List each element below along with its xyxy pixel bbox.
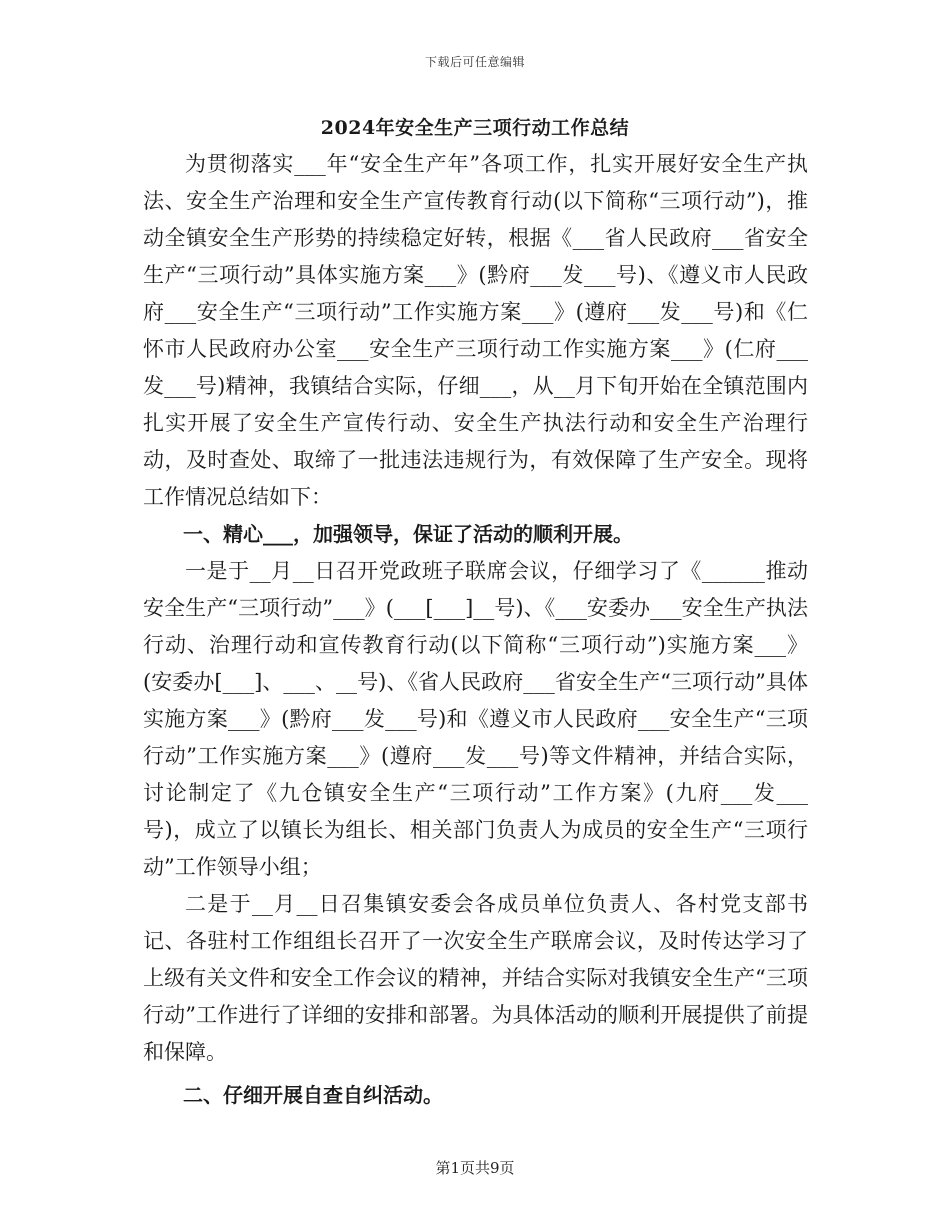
section-1-paragraph-1: 一是于__月__日召开党政班子联席会议，仔细学习了《______推动安全生产“三项行动”___》(___[___]__号)、《___安委办___安全生产执法行动、治理行动和宣传教育行动(以下简称“三项行动”)实施方案___》(安委办[___]、___、__号)、《省人民政府___省安全生产“三项行动”具体实施方案___》(黔府___发___号)和《遵义市人民政府___安全生产“三项行动”工作实施方案___》(遵府___发___号)等文件精神，并结合实际，讨论制定了《九仓镇安全生产“三项行动”工作方案》(九府___发___号)，成立了以镇长为组长、相关部门负责人为成员的安全生产“三项行动”工作领导小组； xyxy=(143,559,808,879)
document-body xyxy=(143,146,808,1114)
section-2-heading: 二、仔细开展自查自纠活动。 xyxy=(183,1083,443,1107)
section-1-paragraph-2: 二是于__月__日召集镇安委会各成员单位负责人、各村党支部书记、各驻村工作组组长召开了一次安全生产联席会议，及时传达学习了上级有关文件和安全工作会议的精神，并结合实际对我镇安全生产“三项行动”工作进行了详细的安排和部署。为具体活动的顺利开展提供了前提和保障。 xyxy=(143,892,808,1064)
page-footer: 第1页共9页 xyxy=(435,1159,515,1177)
section-1-heading: 一、精心___，加强领导，保证了活动的顺利开展。 xyxy=(183,522,633,546)
document-title: 2024年安全生产三项行动工作总结 xyxy=(320,117,630,139)
intro-paragraph: 为贯彻落实___年“安全生产年”各项工作，扎实开展好安全生产执法、安全生产治理和安全生产宣传教育行动(以下简称“三项行动”)，推动全镇安全生产形势的持续稳定好转，根据《___省人民政府___省安全生产“三项行动”具体实施方案___》(黔府___发___号)、《遵义市人民政府___安全生产“三项行动”工作实施方案___》(遵府___发___号)和《仁怀市人民政府办公室___安全生产三项行动工作实施方案___》(仁府___发___号)精神，我镇结合实际，仔细___，从__月下旬开始在全镇范围内扎实开展了安全生产宣传行动、安全生产执法行动和安全生产治理行动，及时查处、取缔了一批违法违规行为，有效保障了生产安全。现将工作情况总结如下： xyxy=(143,152,808,509)
header-note: 下载后可任意编辑 xyxy=(424,55,525,69)
